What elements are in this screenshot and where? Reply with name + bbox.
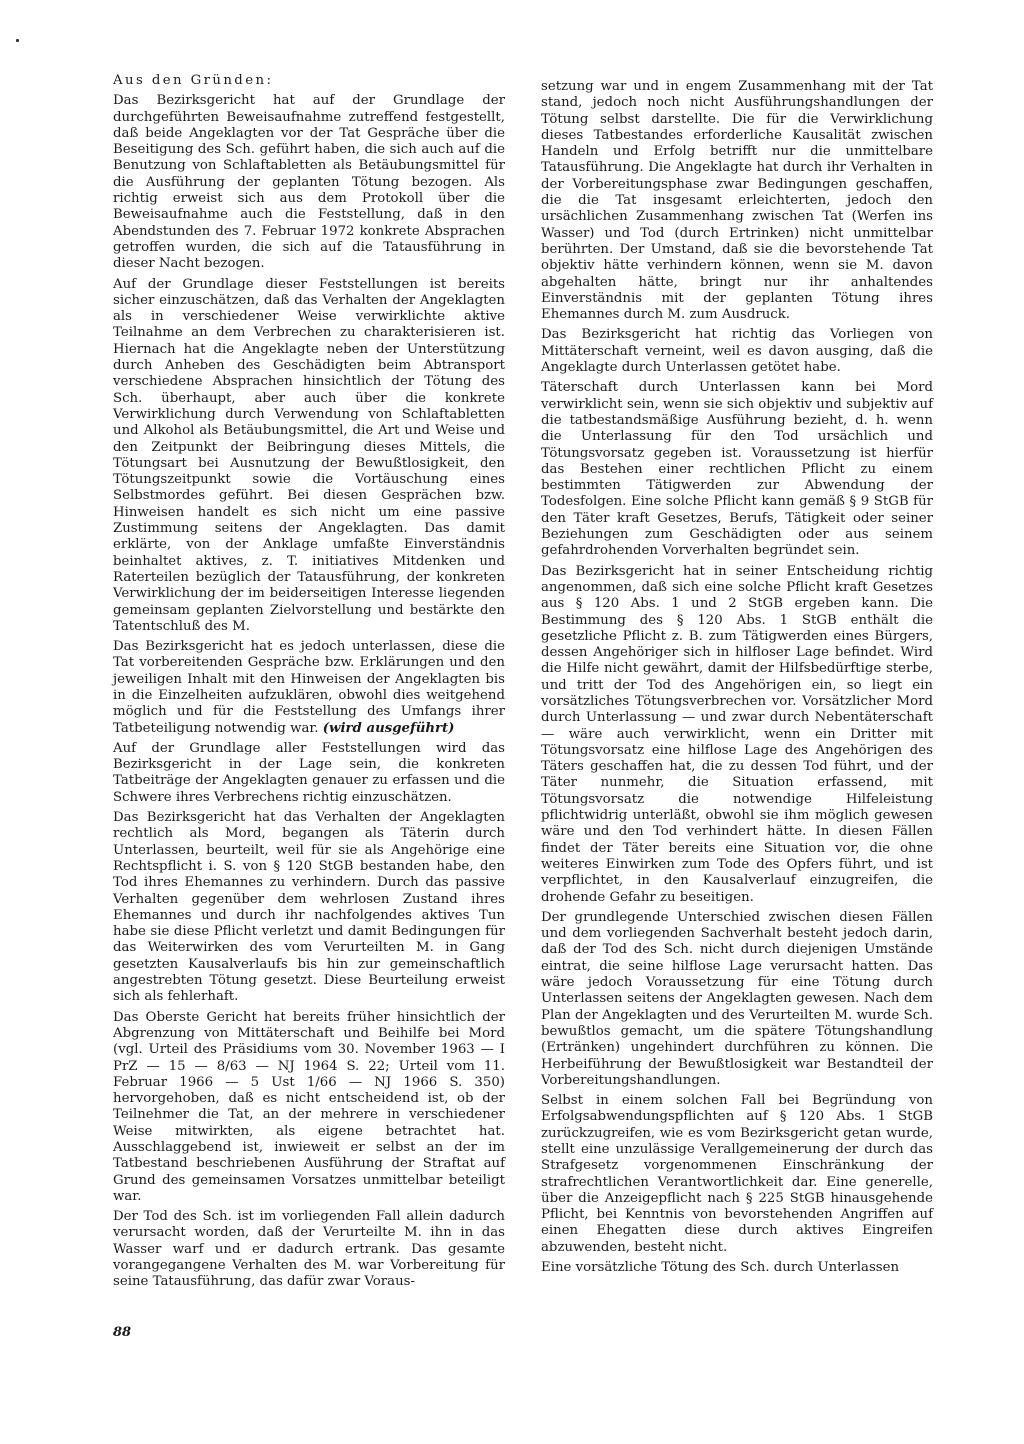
section-heading: Aus den Gründen: bbox=[113, 73, 274, 88]
paragraph: Der grundlegende Unterschied zwischen diesen Fällen und dem vorliegenden Sachverhalt besteht jedoch darin, daß der Tod des Sch. nicht durch diejenigen Umstände eintrat, die seine hilflose Lage verursacht hatten. Das wäre jedoch Voraussetzung für eine Tötung durch Unterlassen seitens der Angeklagten gewesen. Nach dem Plan der Angeklagten und des Verurteilten M. wurde Sch. bewußtlos gemacht, um die spätere Tötungshandlung (Ertränken) ungehindert durchführen zu können. Die Herbeiführung der Bewußtlosigkeit war Bestandteil der Vorbereitungshandlungen. bbox=[541, 909, 933, 1088]
paragraph: Der Tod des Sch. ist im vorliegenden Fall allein dadurch verursacht worden, daß der Verurteilte M. ihn in das Wasser warf und er dadurch ertrank. Das gesamte vorangegangene Verhalten des M. war Vorbereitung für seine Tatausführung, das dafür zwar Voraus- bbox=[113, 1209, 505, 1290]
scan-speck bbox=[16, 39, 19, 42]
paragraph: setzung war und in engem Zusammenhang mit der Tat stand, jedoch noch nicht Ausführungshandlungen der Tötung selbst darstellte. Die für die Verwirklichung dieses Tatbestandes erforderliche Kausalität zwischen Handeln und Erfolg betrifft nur die unmittelbare Tatausführung. Die Angeklagte hat durch ihr Verhalten in der Vorbereitungsphase zwar Bedingungen geschaffen, die die Tat insgesamt erleichterten, jedoch den ursächlichen Zusammenhang zwischen Tat (Werfen ins Wasser) und Tod (durch Ertrinken) nicht unmittelbar berührten. Der Umstand, daß sie die bevorstehende Tat objektiv hätte verhindern können, wenn sie M. davon abgehalten hätte, bringt nur ihr anhaltendes Einverständnis mit der geplanten Tötung ihres Ehemannes durch M. zum Ausdruck. bbox=[541, 79, 933, 323]
paragraph: Das Bezirksgericht hat das Verhalten der Angeklagten rechtlich als Mord, begangen als Täterin durch Unterlassen, beurteilt, weil für sie als Angehörige eine Rechtspflicht i. S. von § 120 StGB bestanden habe, den Tod ihres Ehemannes zu verhindern. Durch das passive Verhalten gegenüber dem wehrlosen Zustand ihres Ehemannes und durch ihr nachfolgendes aktives Tun habe sie diese Pflicht verletzt und damit Bedingungen für das Weiterwirken des vom Verurteilten M. in Gang gesetzten Kausalverlaufs bis hin zur gemeinschaftlich angestrebten Tötung gesetzt. Diese Beurteilung erweist sich als fehlerhaft. bbox=[113, 810, 505, 1005]
paragraph: Das Bezirksgericht hat in seiner Entscheidung richtig angenommen, daß sich eine solche Pflicht kraft Gesetzes aus § 120 Abs. 1 und 2 StGB ergeben kann. Die Bestimmung des § 120 Abs. 1 StGB enthält die gesetzliche Pflicht z. B. zum Tätigwerden eines Bürgers, dessen Angehöriger sich in hilfloser Lage befindet. Wird die Hilfe nicht gewährt, damit der Hilfsbedürftige sterbe, und tritt der Tod des Angehörigen ein, so liegt ein vorsätzliches Tötungsverbrechen vor. Vorsätzlicher Mord durch Unterlassung — und zwar durch Nebentäterschaft — wäre auch verwirklicht, wenn ein Dritter mit Tötungsvorsatz eine hilflose Lage des Angehörigen des Täters geschaffen hat, die zu dessen Tod führt, und der Täter nunmehr, die Situation erfassend, mit Tötungsvorsatz die notwendige Hilfeleistung pflichtwidrig unterläßt, obwohl sie ihm möglich gewesen wäre und den Tod verhindert hätte. In diesen Fällen findet der Täter bereits eine Situation vor, die ohne weiteres Einwirken zum Tode des Opfers führt, und ist verpflichtet, in den Kausalverlauf einzugreifen, die drohende Gefahr zu beseitigen. bbox=[541, 563, 933, 905]
paragraph: Das Bezirksgericht hat auf der Grundlage der durchgeführten Beweisaufnahme zutreffend festgestellt, daß beide Angeklagten vor der Tat Gespräche über die Beseitigung des Sch. geführt haben, die sich auch auf die Benutzung von Schlaftabletten als Betäubungsmittel für die Ausführung der geplanten Tötung bezogen. Als richtig erweist sich aus dem Protokoll über die Beweisaufnahme auch die Feststellung, daß in den Abendstunden des 7. Februar 1972 konkrete Absprachen getroffen wurden, die sich auf die Tatausführung in dieser Nacht bezogen. bbox=[113, 93, 505, 272]
paragraph-text: Das Bezirksgericht hat es jedoch unterlassen, diese die Tat vorbereitenden Gespräche bzw. Erklärungen und den jeweiligen Inhalt mit den Hinweisen der Angeklagten bis in die Einzelheiten aufzuklären, obwohl dies weitgehend möglich und für die Feststellung des Umfangs ihrer Tatbeteiligung notwendig war. bbox=[113, 639, 505, 736]
paragraph bbox=[113, 639, 505, 737]
paragraph: Selbst in einem solchen Fall bei Begründung von Erfolgsabwendungspflichten auf § 120 Abs. 1 StGB zurückzugreifen, wie es vom Bezirksgericht getan wurde, stellt eine unzulässige Verallgemeinerung der durch das Strafgesetz vorgenommenen Einschränkung der strafrechtlichen Verantwortlichkeit dar. Eine generelle, über die Anzeigepflicht nach § 225 StGB hinausgehende Pflicht, bei Kenntnis von bevorstehenden Angriffen auf einen Ehegatten diese durch aktives Eingreifen abzuwenden, besteht nicht. bbox=[541, 1093, 933, 1255]
paragraph: Täterschaft durch Unterlassen kann bei Mord verwirklicht sein, wenn sie sich objektiv und subjektiv auf die tatbestandsmäßige Ausführung bezieht, d. h. wenn die Unterlassung für den Tod ursächlich und Tötungsvorsatz gegeben ist. Voraussetzung ist hierfür das Bestehen einer rechtlichen Pflicht zu einem bestimmten Tätigwerden zur Abwendung der Todesfolgen. Eine solche Pflicht kann gemäß § 9 StGB für den Täter kraft Gesetzes, Berufs, Tätigkeit oder seiner Beziehungen zum Geschädigten oder aus seinem gefahrdrohenden Vorverhalten begründet sein. bbox=[541, 380, 933, 559]
paragraph: Eine vorsätzliche Tötung des Sch. durch Unterlassen bbox=[541, 1260, 900, 1276]
right-column bbox=[541, 79, 933, 1280]
paragraph: Auf der Grundlage aller Feststellungen wird das Bezirksgericht in der Lage sein, die konkreten Tatbeiträge der Angeklagten genauer zu erfassen und die Schwere ihres Verbrechens richtig einzuschätzen. bbox=[113, 740, 505, 805]
left-column bbox=[113, 73, 505, 1295]
paragraph: Auf der Grundlage dieser Feststellungen ist bereits sicher einzuschätzen, daß das Verhalten der Angeklagten als in verschiedener Weise verwirklichte aktive Teilnahme an dem Verbrechen zu charakterisieren ist. Hiernach hat die Angeklagte neben der Unterstützung durch Anheben des Geschädigten beim Abtransport verschiedene Absprachen hinsichtlich der Tötung des Sch. überhaupt, aber auch über die konkrete Verwirklichung durch Verwendung von Schlaftabletten und Alkohol als Betäubungsmittel, die Art und Weise und den Zeitpunkt der Beibringung dieses Mittels, die Tötungsart bei Ausnutzung der Bewußtlosigkeit, den Tötungszeitpunkt sowie die Vortäuschung eines Selbstmordes geführt. Bei diesen Gesprächen bzw. Hinweisen handelt es sich nicht um eine passive Zustimmung seitens der Angeklagten. Das damit erklärte, von der Anklage umfaßte Einverständnis beinhaltet aktives, z. T. initiatives Mitdenken und Raterteilen bezüglich der Tatausführung, der konkreten Verwirklichung der im beiderseitigen Interesse liegenden gemeinsam geplanten Zielvorstellung und bestärkte den Tatentschluß des M. bbox=[113, 276, 505, 634]
page-number: 88 bbox=[113, 1325, 132, 1340]
paragraph: Das Oberste Gericht hat bereits früher hinsichtlich der Abgrenzung von Mittäterschaft und Beihilfe bei Mord (vgl. Urteil des Präsidiums vom 30. November 1963 — I PrZ — 15 — 8/63 — NJ 1964 S. 22; Urteil vom 11. Februar 1966 — 5 Ust 1/66 — NJ 1966 S. 350) hervorgehoben, daß es nicht entscheidend ist, ob der Teilnehmer die Tat, an der mehrere in verschiedener Weise mitwirkten, als eigene betrachtet hat. Ausschlaggebend ist, inwieweit er selbst an der im Tatbestand beschriebenen Ausführung der Straftat auf Grund des gemeinsamen Vorsatzes unmittelbar beteiligt war. bbox=[113, 1009, 505, 1204]
editorial-note: (wird ausgeführt) bbox=[322, 720, 455, 736]
paragraph: Das Bezirksgericht hat richtig das Vorliegen von Mittäterschaft verneint, weil es davon ausging, daß die Angeklagte durch Unterlassen getötet habe. bbox=[541, 327, 933, 376]
